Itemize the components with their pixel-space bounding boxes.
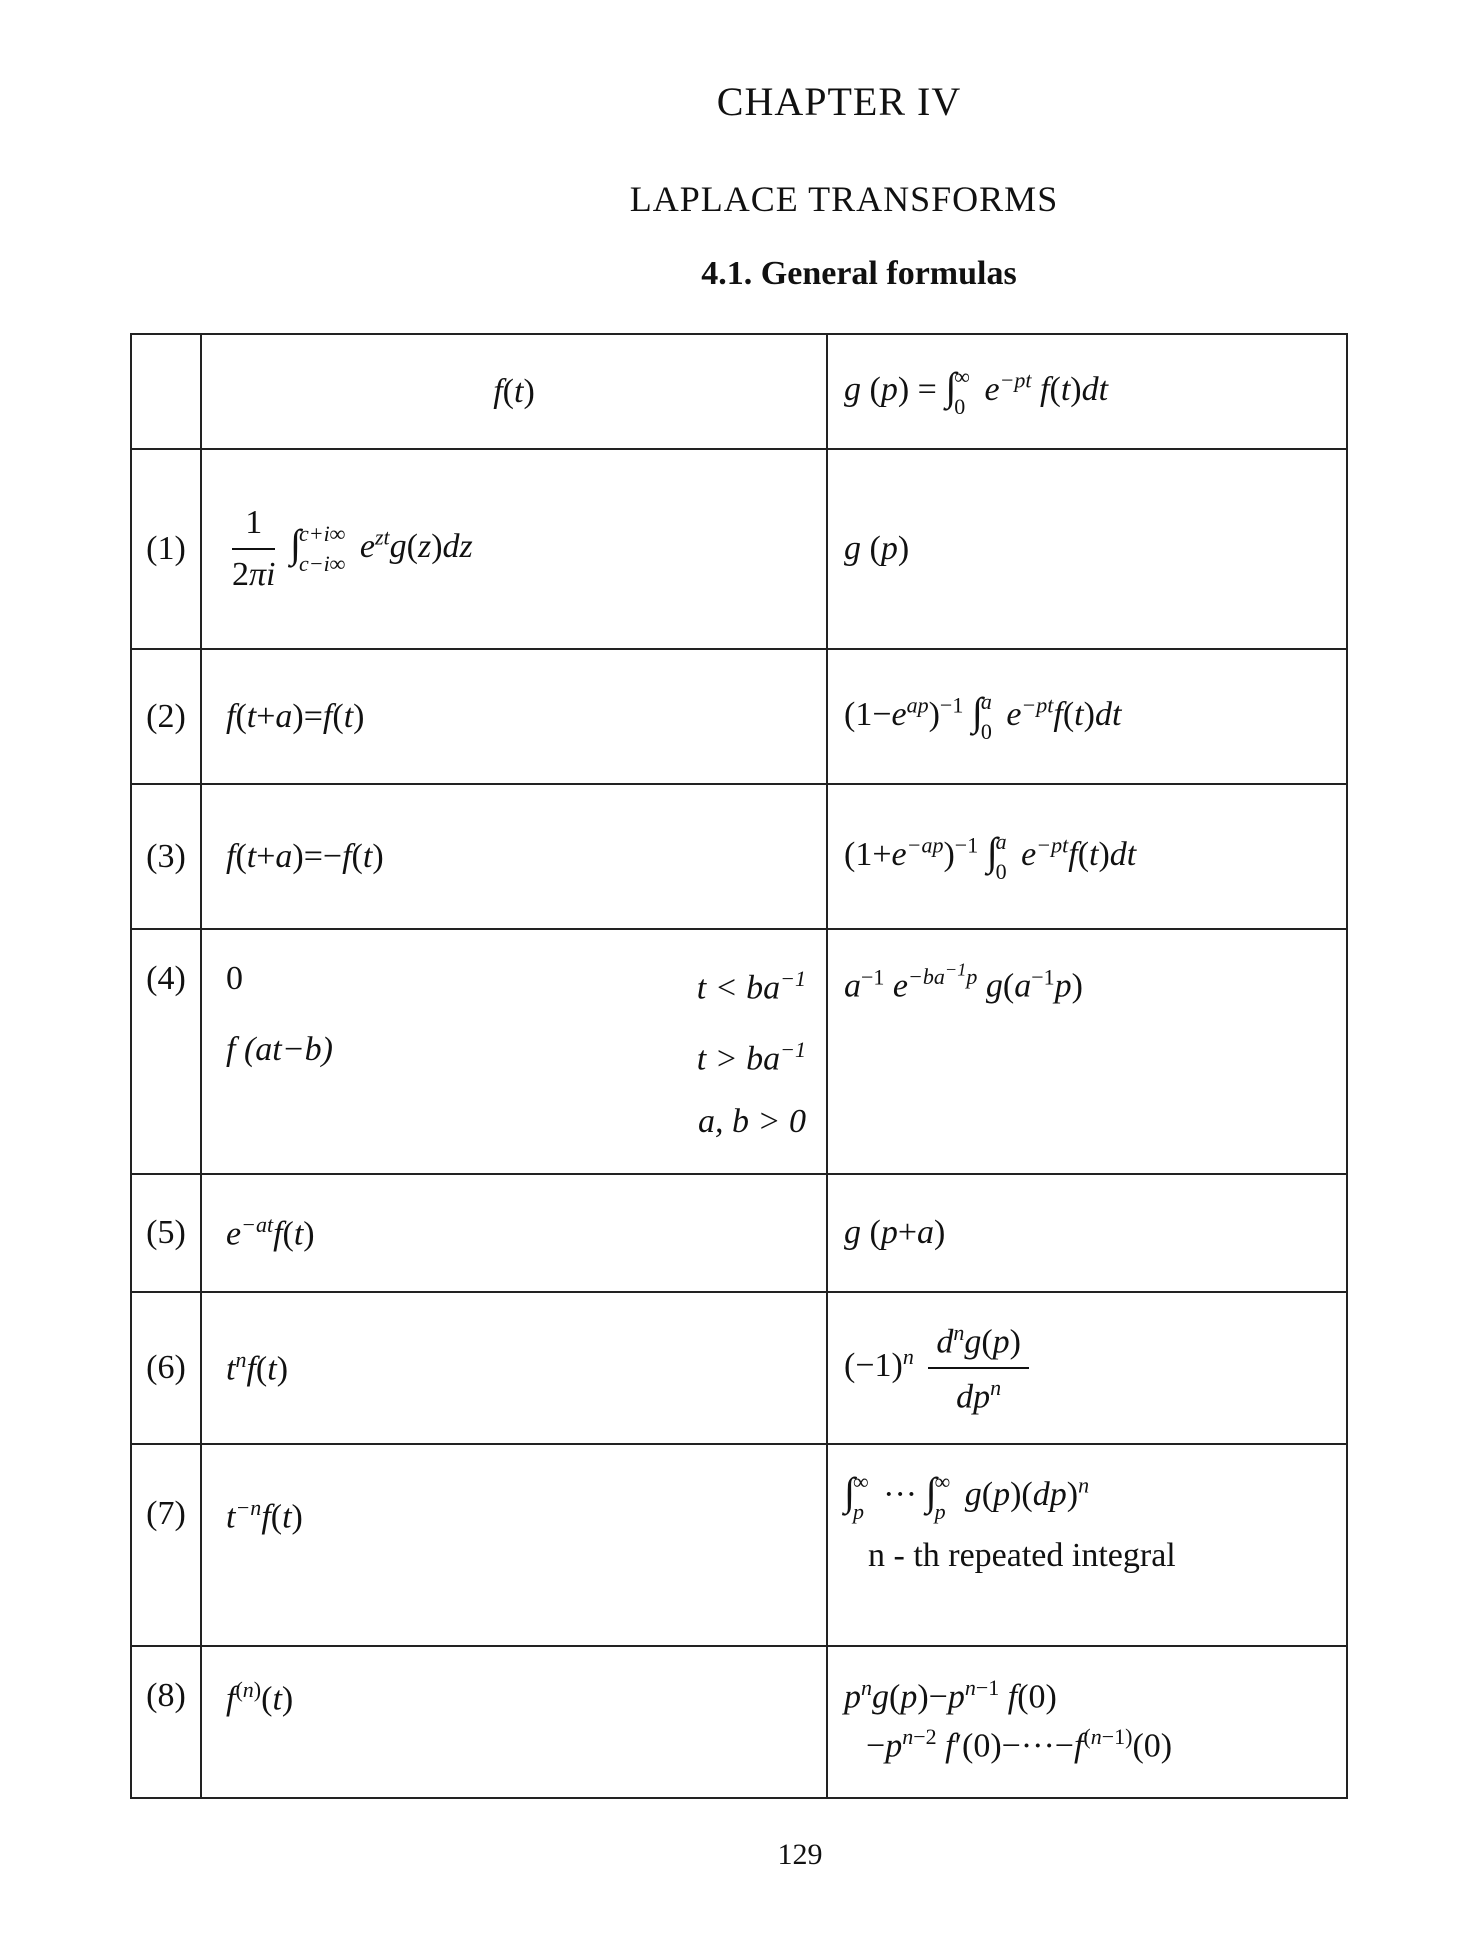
table-row xyxy=(131,784,1347,929)
table-row xyxy=(131,1174,1347,1292)
page-number: 129 xyxy=(777,1838,823,1871)
row-g-cell: $(-1)^n$ $\frac{d^ng(p)}{dp^n}$ xyxy=(827,1292,1347,1444)
table-row xyxy=(131,1646,1347,1798)
piece-condition: a, b > 0 xyxy=(698,1102,806,1140)
row-f-cell: $e^{-at}f(t)$ xyxy=(201,1174,827,1292)
chapter-heading: CHAPTER IV xyxy=(716,79,962,124)
piece-value: f (at−b) xyxy=(226,1031,333,1069)
row-g-cell: $a^{-1}$ $e^{-ba^{-1}p}$ $g(a^{-1}p)$ xyxy=(827,929,1347,1174)
row-number: (7) xyxy=(131,1444,201,1646)
header-f-cell: f(t) xyxy=(201,334,827,449)
row-g-cell: $p^ng(p)-p^{n-1}$ f(0) $-p^{n-2}$ $f'(0)-\cdot\cdot\cdot-f^{(n-1)}(0)$ xyxy=(827,1646,1347,1798)
section-heading: 4.1. General formulas xyxy=(701,255,1017,292)
row-f-cell: $t^nf(t)$ xyxy=(201,1292,827,1444)
row-f-cell: $\frac{1}{2\pi i}$ ∫ c+i∞ c−i∞ $e^{zt}g(z)dz$ xyxy=(201,449,827,649)
header-empty-cell xyxy=(131,334,201,449)
piece-condition: $t > ba^{-1}$ xyxy=(696,1037,806,1078)
row-number: (6) xyxy=(131,1292,201,1444)
row-number: (5) xyxy=(131,1174,201,1292)
table-row xyxy=(131,1444,1347,1646)
row-f-cell xyxy=(201,929,827,1174)
piece-value: 0 xyxy=(226,960,243,997)
row-f-cell: f(t+a)=−f(t) xyxy=(201,784,827,929)
repeated-integral-note: n - th repeated integral xyxy=(868,1537,1176,1574)
row-number: (2) xyxy=(131,649,201,784)
row-number: (1) xyxy=(131,449,201,649)
row-g-cell: $(1+e^{-ap})^{-1}$ ∫ a 0 $e^{-pt}f(t)dt$ xyxy=(827,784,1347,929)
row-g-cell: ∫ ∞ p ··· ∫ ∞ p g(p)(dp)$^n$ n - th repeated integral xyxy=(827,1444,1347,1646)
row-number: (4) xyxy=(131,929,201,1174)
row-f-cell: $f^{(n)}(t)$ xyxy=(201,1646,827,1798)
laplace-transform-table xyxy=(130,333,1348,1799)
chapter-title: LAPLACE TRANSFORMS xyxy=(629,179,1059,219)
header-g-cell: g (p) = ∫ ∞ 0 $e^{-pt}$ f(t)dt xyxy=(827,334,1347,449)
table-row xyxy=(131,1292,1347,1444)
piece-condition: $t < ba^{-1}$ xyxy=(696,966,806,1007)
row-g-cell: g (p+a) xyxy=(827,1174,1347,1292)
row-g-cell: $(1-e^{ap})^{-1}$ ∫ a 0 $e^{-pt}f(t)dt$ xyxy=(827,649,1347,784)
table-row xyxy=(131,449,1347,649)
row-number: (3) xyxy=(131,784,201,929)
table-row xyxy=(131,649,1347,784)
row-f-cell: $t^{-n}f(t)$ xyxy=(201,1444,827,1646)
table-header-row xyxy=(131,334,1347,449)
row-number: (8) xyxy=(131,1646,201,1798)
row-g-cell: g (p) xyxy=(827,449,1347,649)
row-f-cell: f(t+a)=f(t) xyxy=(201,649,827,784)
table-row xyxy=(131,929,1347,1174)
